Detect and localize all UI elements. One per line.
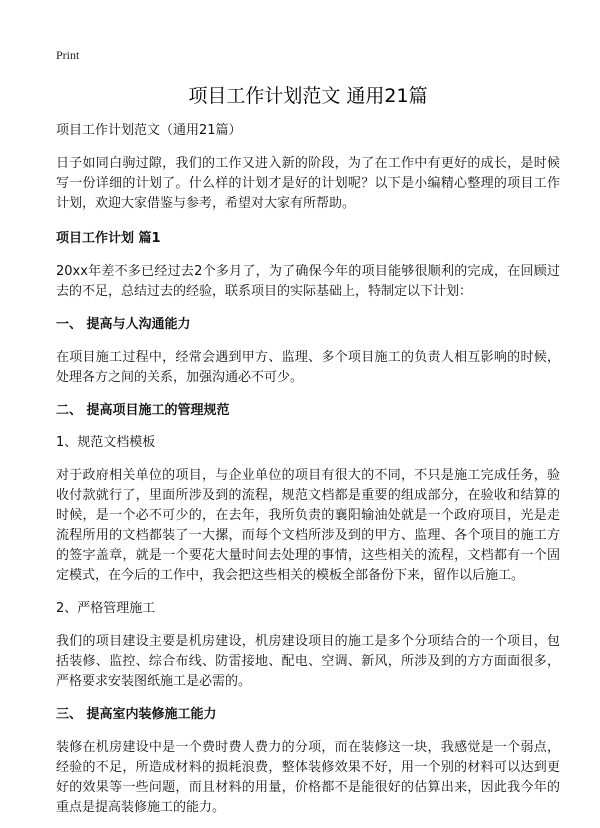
paragraph-communication: 在项目施工过程中，经常会遇到甲方、监理、多个项目施工的负责人相互影响的时候，处理各方之间的关系，加强沟通必不可少。 [56, 350, 560, 385]
document-subtitle: 项目工作计划范文（通用21篇） [56, 123, 242, 138]
paragraph-strict-management: 我们的项目建设主要是机房建设，机房建设项目的施工是多个分项结合的一个项目，包括装修、监控、综合布线、防雷接地、配电、空调、新风，所涉及到的方方面面很多，严格要求安装图纸施工是必需的。 [56, 634, 560, 689]
intro-paragraph: 日子如同白驹过隙，我们的工作又进入新的阶段，为了在工作中有更好的成长，是时候写一份详细的计划了。什么样的计划才是好的计划呢？以下是小编精心整理的项目工作计划，欢迎大家借鉴与参考，希望对大家有所帮助。 [56, 156, 560, 211]
heading-communication: 一、 提高与人沟通能力 [56, 317, 191, 332]
subheading-document-templates: 1、规范文档模板 [56, 435, 156, 450]
print-label[interactable]: Print [56, 48, 80, 62]
heading-decoration: 三、 提高室内装修施工能力 [56, 707, 217, 722]
subheading-strict-management: 2、严格管理施工 [56, 601, 156, 616]
section-intro-paragraph: 20xx年差不多已经过去2个多月了，为了确保今年的项目能够很顺利的完成，在回顾过去的不足，总结过去的经验，联系项目的实际基础上，特制定以下计划： [56, 264, 560, 299]
page-title: 项目工作计划范文 通用21篇 [188, 85, 428, 107]
paragraph-decoration: 装修在机房建设中是一个费时费人费力的分项，而在装修这一块，我感觉是一个弱点，经验的不足，所造成材料的损耗浪费，整体装修效果不好，用一个别的材料可以达到更好的效果等一些问题，而且材料的用量，价格都不是能很好的估算出来，因此我今年的重点是提高装修施工的能力。 [56, 740, 560, 815]
section-title: 项目工作计划 篇1 [56, 231, 161, 246]
heading-management: 二、 提高项目施工的管理规范 [56, 403, 230, 418]
paragraph-document-templates: 对于政府相关单位的项目，与企业单位的项目有很大的不同，不只是施工完成任务，验收付款就行了，里面所涉及到的流程，规范文档都是重要的组成部分，在验收和结算的时候，是一个必不可少的，在去年，我所负责的襄阳输油处就是一个政府项目，光是走流程所用的文档都装了一大摞，而每个文档所涉及到的甲方、监理、各个项目的施工方的签字盖章，就是一个要花大量时间去处理的事情，这些相关的流程，文档都有一个固定模式，在今后的工作中，我会把这些相关的模板全部备份下来，留作以后施工。 [56, 468, 560, 583]
